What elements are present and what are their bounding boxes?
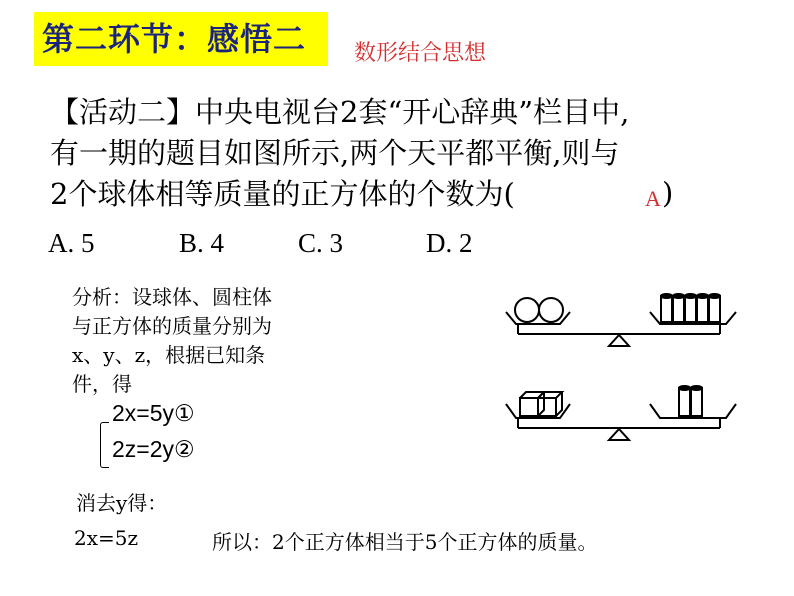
analysis-text — [72, 283, 272, 399]
answer-mark: A — [645, 186, 661, 211]
analysis-line: 与正方体的质量分别为 — [72, 314, 272, 338]
option-c: C. 3 — [298, 228, 344, 258]
closing-paren: ) — [662, 176, 674, 210]
eliminate-step: 消去y得： — [76, 491, 168, 515]
problem-line: 2个球体相等质量的正方体的个数为( — [50, 177, 515, 211]
analysis-line: x、y、z，根据已知条 — [72, 343, 266, 367]
problem-statement — [50, 92, 790, 215]
balance-scales-diagram — [498, 286, 741, 468]
problem-line: 有一期的题目如图所示,两个天平都平衡,则与 — [50, 136, 620, 170]
option-d: D. 2 — [426, 228, 473, 258]
answer-options — [48, 228, 473, 259]
section-subtitle: 数形结合思想 — [354, 41, 487, 66]
equation-1: 2x=5y① — [112, 400, 195, 426]
left-brace — [100, 422, 109, 468]
analysis-line: 分析：设球体、圆柱体 — [72, 285, 272, 309]
conclusion-text: 所以：2个正方体相当于5个正方体的质量。 — [212, 530, 598, 554]
analysis-line: 件，得 — [72, 372, 132, 396]
section-title: 第二环节：感悟二 — [42, 20, 307, 58]
equation-2: 2z=2y② — [112, 436, 195, 462]
result-equation: 2x=5z — [74, 526, 139, 550]
option-a: A. 5 — [48, 228, 95, 258]
problem-line: 【活动二】中央电视台2套“开心辞典”栏目中, — [50, 95, 630, 129]
option-b: B. 4 — [179, 228, 225, 258]
